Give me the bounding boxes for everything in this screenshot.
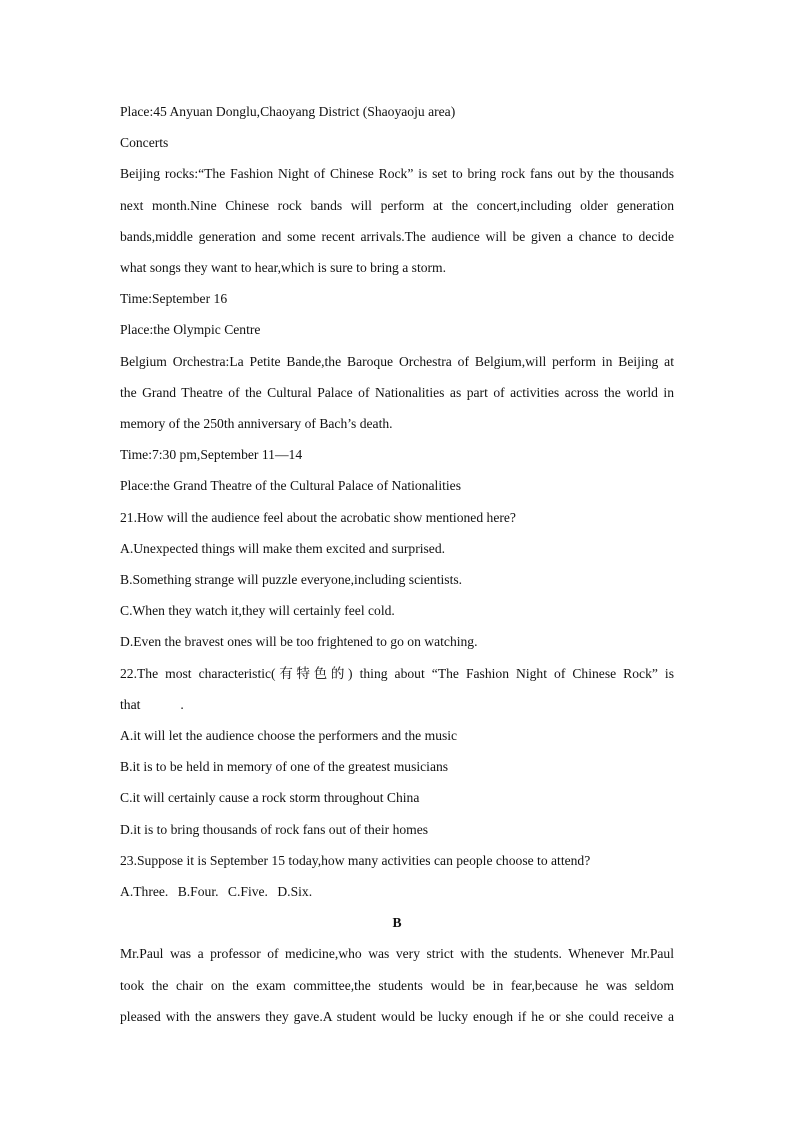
option-21c: C.When they watch it,they will certainly feel cold.	[120, 603, 395, 619]
time-line: Time:7:30 pm,September 11—14	[120, 447, 303, 463]
belgium-paragraph-line: the Grand Theatre of the Cultural Palace of Nationalities as part of activities across the world in	[120, 384, 674, 400]
belgium-paragraph-line: memory of the 250th anniversary of Bach’s death.	[120, 416, 393, 432]
rock-paragraph-line: next month.Nine Chinese rock bands will perform at the concert,including older generation	[120, 197, 674, 213]
section-heading-concerts: Concerts	[120, 135, 169, 151]
question-22-continuation	[120, 689, 674, 720]
document-page	[120, 96, 674, 1032]
rock-paragraph-line: Beijing rocks:“The Fashion Night of Chinese Rock” is set to bring rock fans out by the thousands	[120, 166, 674, 182]
section-heading-b: B	[392, 915, 402, 931]
question-23: 23.Suppose it is September 15 today,how many activities can people choose to attend?	[120, 852, 591, 868]
option-23c: C.Five.	[227, 884, 268, 900]
paul-paragraph-line: pleased with the answers they gave.A student would be lucky enough if he or she could receive a	[120, 1008, 674, 1024]
paul-paragraph-line: Mr.Paul was a professor of medicine,who was very strict with the students. Whenever Mr.Paul	[120, 946, 674, 962]
paul-paragraph-line: took the chair on the exam committee,the students would be in fear,because he was seldom	[120, 977, 674, 993]
option-23a: A.Three.	[120, 884, 169, 900]
belgium-paragraph-line: Belgium Orchestra:La Petite Bande,the Baroque Orchestra of Belgium,will perform in Beijing at	[120, 353, 674, 369]
place-line: Place:the Grand Theatre of the Cultural Palace of Nationalities	[120, 478, 461, 494]
question-22-period: .	[180, 696, 184, 712]
rock-paragraph-line: bands,middle generation and some recent arrivals.The audience will be given a chance to decide	[120, 228, 674, 244]
question-22-that: that	[120, 696, 141, 712]
option-22b: B.it is to be held in memory of one of the greatest musicians	[120, 759, 449, 775]
options-23	[120, 876, 674, 907]
option-23d: D.Six.	[277, 884, 313, 900]
option-22d: D.it is to bring thousands of rock fans out of their homes	[120, 821, 429, 837]
time-line: Time:September 16	[120, 291, 228, 307]
question-21: 21.How will the audience feel about the acrobatic show mentioned here?	[120, 509, 516, 525]
rock-paragraph-line: what songs they want to hear,which is sure to bring a storm.	[120, 260, 447, 276]
option-21a: A.Unexpected things will make them excited and surprised.	[120, 540, 446, 556]
option-21b: B.Something strange will puzzle everyone,including scientists.	[120, 572, 463, 588]
place-line: Place:the Olympic Centre	[120, 322, 261, 338]
option-21d: D.Even the bravest ones will be too frightened to go on watching.	[120, 634, 478, 650]
option-22a: A.it will let the audience choose the performers and the music	[120, 728, 458, 744]
option-22c: C.it will certainly cause a rock storm throughout China	[120, 790, 420, 806]
option-23b: B.Four.	[177, 884, 219, 900]
question-22: 22.The most characteristic(有特色的) thing about “The Fashion Night of Chinese Rock” is	[120, 665, 674, 681]
place-line: Place:45 Anyuan Donglu,Chaoyang District (Shaoyaoju area)	[120, 104, 456, 119]
